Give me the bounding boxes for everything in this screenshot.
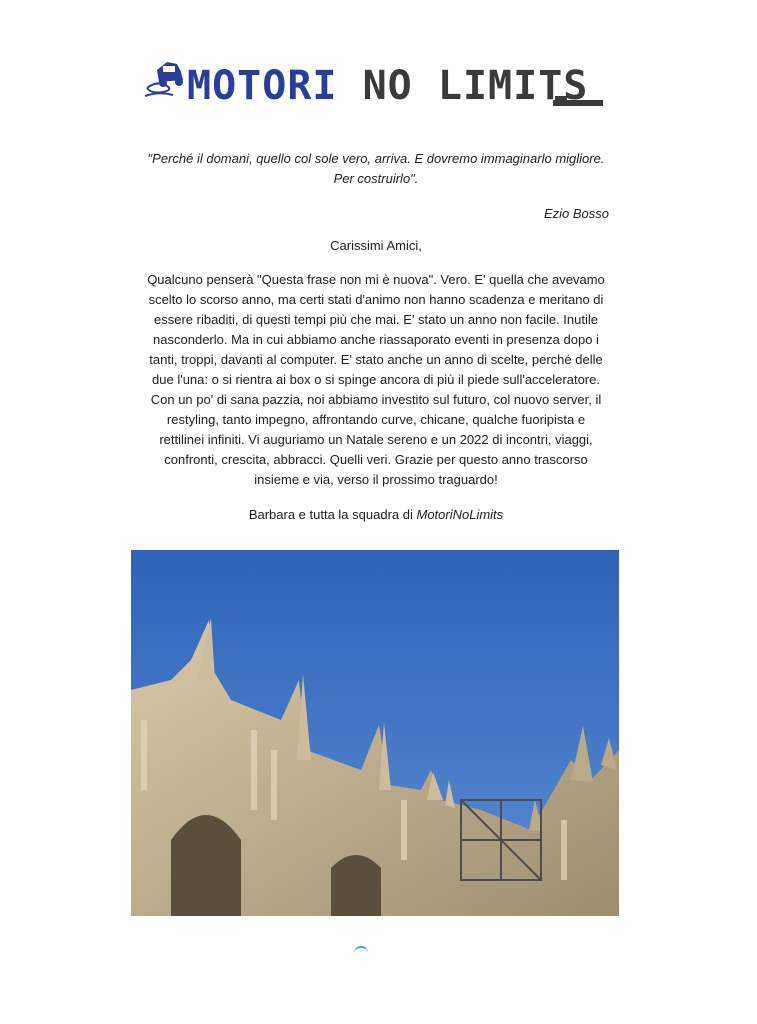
- signature-brand: MotoriNoLimits: [416, 507, 504, 522]
- greeting: Carissimi Amici,: [330, 238, 422, 253]
- signature-prefix: Barbara e tutta la squadra di: [248, 507, 417, 522]
- logo-wordmark: [187, 63, 588, 109]
- quote-text: "Perché il domani, quello col sole vero, arriva. E dovremo immaginarlo migliore. Per costruirlo".: [147, 151, 605, 186]
- message-body: Qualcuno penserà "Questa frase non mi è nuova". Vero. E' quella che avevamo scelto lo scorso anno, ma certi stati d'animo non hanno scadenza e meritano di essere ribaditi, di questi tempi più che mai. E' stato un anno non facile. Inutile nasconderlo. Ma in cui abbiamo anche riassaporato eventi in presenza dopo i tanti, troppi, davanti al computer. E' stato anche un anno di scelte, perché delle due l'una: o si rientra ai box o si spinge ancora di più il piede sull'acceleratore. Con un po' di sana pazzia, noi abbiamo investito sul futuro, col nuovo server, il restyling, tanto impegno, affrontando curve, chicane, qualche fuoripista e rettilinei infiniti. Vi auguriamo un Natale sereno e un 2022 di incontri, viaggi, confronti, crescita, abbracci. Quelli veri. Grazie per questo anno trascorso insieme e via, verso il prossimo traguardo!: [147, 272, 605, 487]
- motori-no-limits-logo[interactable]: [143, 58, 605, 112]
- logo-word-no: NO: [362, 63, 413, 109]
- signature: [143, 505, 609, 525]
- duomo-photo: [131, 550, 619, 916]
- logo-word-limits: LIMITS: [437, 63, 589, 109]
- loading-spinner-icon: [354, 946, 368, 954]
- quote-author: Ezio Bosso: [543, 206, 609, 221]
- logo-word-motori: MOTORI: [187, 63, 338, 109]
